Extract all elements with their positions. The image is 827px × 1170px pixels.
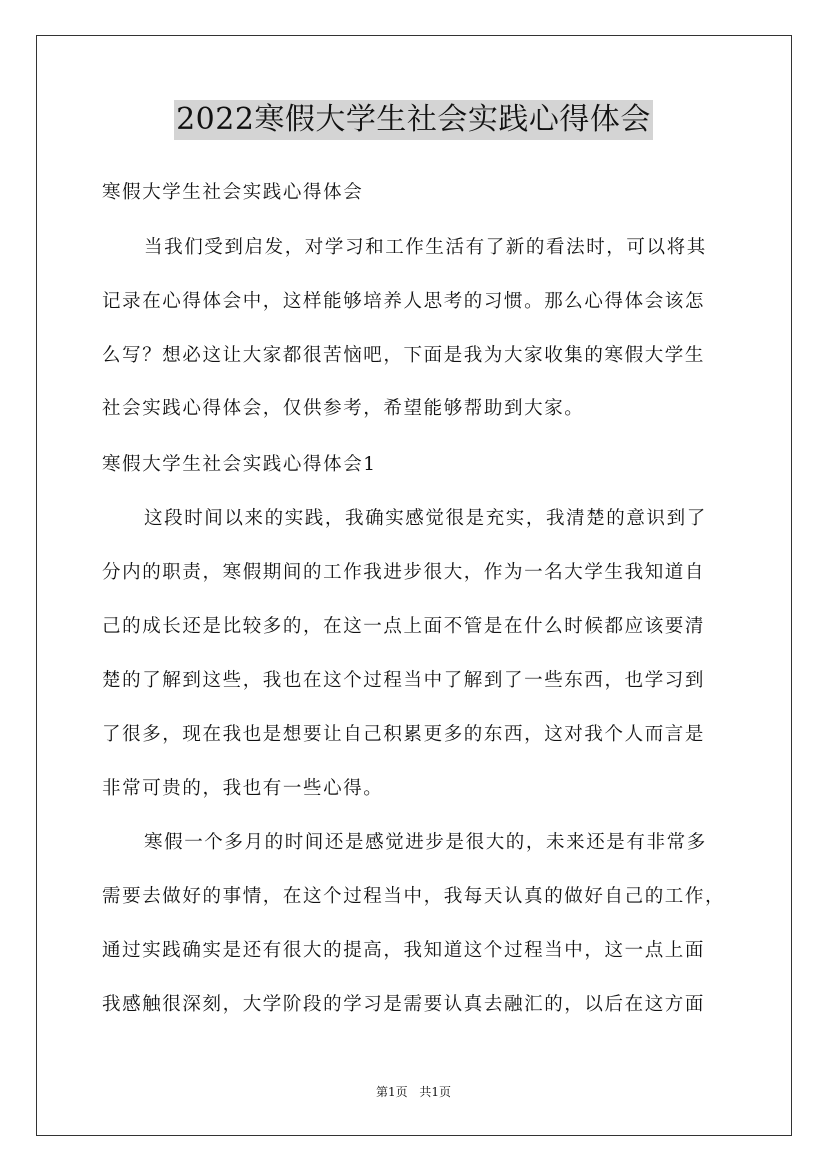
intro-line: 当我们受到启发，对学习和工作生活有了新的看法时，可以将其 — [144, 237, 707, 258]
document-subtitle: 寒假大学生社会实践心得体会 — [102, 182, 364, 203]
intro-line: 记录在心得体会中，这样能够培养人思考的习惯。那么心得体会该怎 — [102, 291, 706, 312]
paragraph-line: 分内的职责，寒假期间的工作我进步很大，作为一名大学生我知道自 — [102, 562, 706, 583]
document-title: 2022寒假大学生社会实践心得体会 — [174, 100, 653, 140]
paragraph-line: 己的成长还是比较多的，在这一点上面不管是在什么时候都应该要清 — [102, 616, 706, 637]
page-footer — [0, 1083, 827, 1100]
intro-line: 社会实践心得体会，仅供参考，希望能够帮助到大家。 — [102, 398, 585, 419]
paragraph-line: 通过实践确实是还有很大的提高，我知道这个过程当中，这一点上面 — [102, 940, 706, 961]
intro-line: 么写？想必这让大家都很苦恼吧，下面是我为大家收集的寒假大学生 — [102, 345, 706, 366]
paragraph-line: 了很多，现在我也是想要让自己积累更多的东西，这对我个人而言是 — [102, 724, 706, 745]
paragraph-line: 这段时间以来的实践，我确实感觉很是充实，我清楚的意识到了 — [144, 508, 707, 529]
paragraph-line: 我感触很深刻，大学阶段的学习是需要认真去融汇的，以后在这方面 — [102, 994, 706, 1015]
page-total: 共1页 — [419, 1085, 452, 1099]
section-heading: 寒假大学生社会实践心得体会1 — [102, 454, 377, 475]
paragraph-line: 寒假一个多月的时间还是感觉进步是很大的，未来还是有非常多 — [144, 832, 707, 853]
paragraph-line: 楚的了解到这些，我也在这个过程当中了解到了一些东西，也学习到 — [102, 670, 706, 691]
paragraph-line: 需要去做好的事情，在这个过程当中，我每天认真的做好自己的工作， — [102, 886, 726, 907]
page-number: 第1页 — [375, 1085, 408, 1099]
paragraph-line: 非常可贵的，我也有一些心得。 — [102, 778, 384, 799]
document-body — [102, 0, 732, 1170]
